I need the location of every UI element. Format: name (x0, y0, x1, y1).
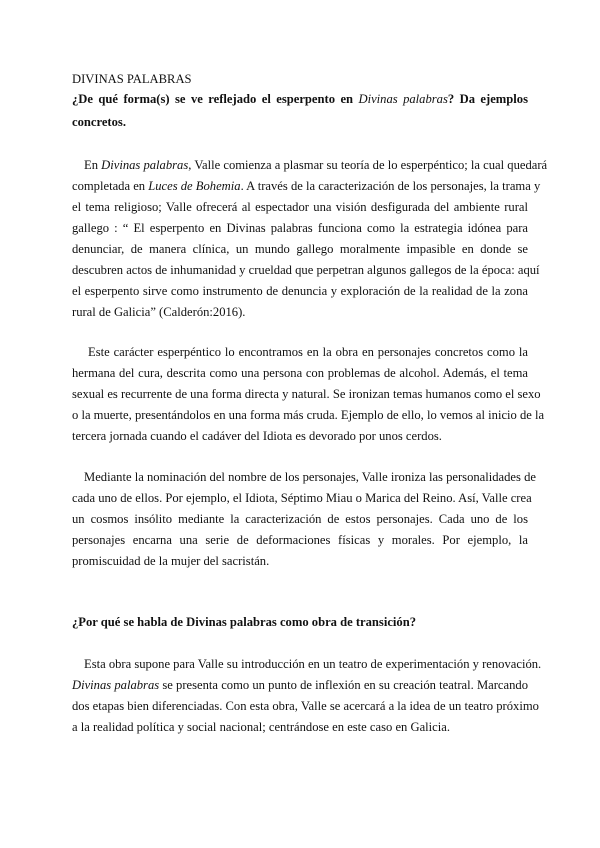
paragraph-2-line-3: sexual es recurrente de una forma directa y natural. Se ironizan temas humanos como el sexo (72, 387, 541, 401)
p1-work-title: Divinas palabras (101, 158, 189, 172)
paragraph-1-line-3: el tema religioso; Valle ofrecerá al espectador una visión desfigurada del ambiente rural (72, 200, 528, 214)
paragraph-1-line-1 (84, 157, 548, 173)
question-1-line-2: concretos. (72, 115, 126, 129)
paragraph-2-line-1: Este carácter esperpéntico lo encontramos en la obra en personajes concretos como la (88, 345, 528, 359)
paragraph-3-line-4: personajes encarna una serie de deformaciones físicas y morales. Por ejemplo, la (72, 533, 528, 547)
paragraph-1-line-7: el esperpento sirve como instrumento de denuncia y exploración de la realidad de la zona (72, 284, 528, 298)
paragraph-3-line-5: promiscuidad de la mujer del sacristán. (72, 554, 270, 568)
p1-text-d: . A través de la caracterización de los personajes, la trama y (240, 179, 541, 193)
paragraph-3-line-2: cada uno de ellos. Por ejemplo, el Idiota, Séptimo Miau o Marica del Reino. Así, Valle crea (72, 491, 532, 505)
paragraph-4-line-3: dos etapas bien diferenciadas. Con esta obra, Valle se acercará a la idea de un teatro próximo (72, 699, 539, 713)
paragraph-4-line-1: Esta obra supone para Valle su introducción en un teatro de experimentación y renovación. (84, 657, 542, 671)
paragraph-2-line-4: o la muerte, presentándolos en una forma más cruda. Ejemplo de ello, lo vemos al inicio de la (72, 408, 545, 422)
document-title: DIVINAS PALABRAS (72, 72, 192, 86)
p1-work-title-2: Luces de Bohemia (148, 179, 241, 193)
paragraph-2-line-2: hermana del cura, descrita como una persona con problemas de alcohol. Además, el tema (72, 366, 528, 380)
question-1-work-title: Divinas palabras (358, 92, 448, 106)
paragraph-1-line-5: denunciar, de manera clínica, un mundo gallego moralmente impasible en donde se (72, 242, 528, 256)
paragraph-1-line-4: gallego : “ El esperpento en Divinas palabras funciona como la estrategia idónea para (72, 221, 528, 235)
paragraph-1-line-8: rural de Galicia” (Calderón:2016). (72, 305, 246, 319)
paragraph-3-line-1: Mediante la nominación del nombre de los personajes, Valle ironiza las personalidades de (84, 470, 536, 484)
paragraph-4-line-4: a la realidad política y social nacional; centrándose en este caso en Galicia. (72, 720, 450, 734)
p1-text-b: , Valle comienza a plasmar su teoría de lo esperpéntico; la cual quedará (188, 158, 548, 172)
paragraph-1-line-2 (72, 178, 541, 194)
question-2: ¿Por qué se habla de Divinas palabras como obra de transición? (72, 615, 417, 629)
question-1-text-a: ¿De qué forma(s) se ve reflejado el esperpento en (72, 92, 359, 106)
paragraph-1-line-6: descubren actos de inhumanidad y crueldad que perpetran algunos gallegos de la época: aquí (72, 263, 540, 277)
p4-work-title: Divinas palabras (72, 678, 160, 692)
p1-text-c: completada en (72, 179, 149, 193)
question-1-line-1 (72, 91, 528, 107)
question-1-text-b: ? Da ejemplos (447, 92, 528, 106)
paragraph-2-line-5: tercera jornada cuando el cadáver del Idiota es devorado por unos cerdos. (72, 429, 442, 443)
p4-text-a: se presenta como un punto de inflexión en su creación teatral. Marcando (159, 678, 528, 692)
paragraph-4-line-2 (72, 677, 528, 693)
p1-text-a: En (84, 158, 102, 172)
paragraph-3-line-3: un cosmos insólito mediante la caracterización de estos personajes. Cada uno de los (72, 512, 528, 526)
